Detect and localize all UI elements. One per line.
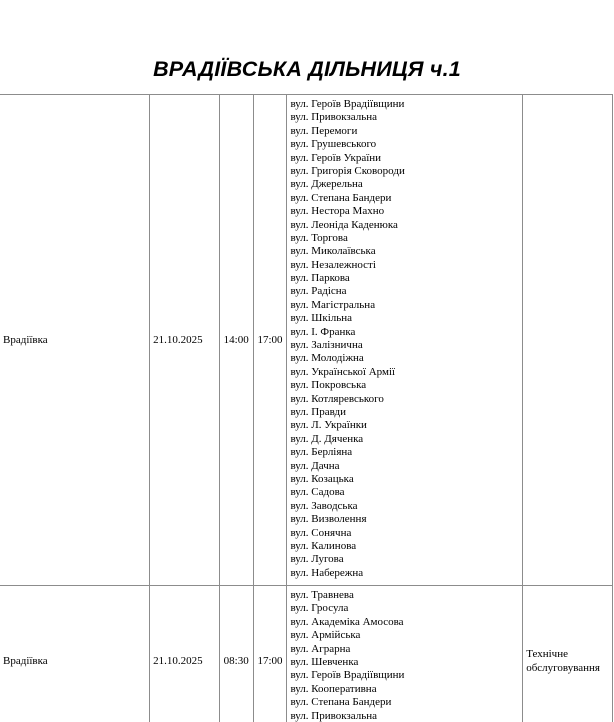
street-item: вул. Залізнична — [290, 339, 363, 352]
street-item: вул. Котляревського — [290, 392, 384, 405]
streets-cell — [287, 586, 523, 722]
street-item: вул. Шевченка — [290, 655, 359, 668]
street-item: вул. Торгова — [290, 231, 348, 244]
reason-line: обслуговування — [526, 661, 600, 674]
start-time-cell: 08:30 — [219, 586, 253, 722]
street-item: вул. Молодіжна — [290, 352, 364, 365]
street-item: вул. Берліяна — [290, 446, 353, 459]
date-cell: 21.10.2025 — [150, 586, 220, 722]
street-item: вул. Магістральна — [290, 298, 376, 311]
street-item: вул. Нестора Махно — [290, 205, 385, 218]
street-item: вул. Покровська — [290, 379, 367, 392]
street-item: вул. Козацька — [290, 472, 354, 485]
street-item: вул. Миколаївська — [290, 245, 376, 258]
street-item: вул. Аграрна — [290, 642, 351, 655]
table-row — [0, 586, 613, 722]
street-item: вул. Джерельна — [290, 178, 363, 191]
street-item: вул. Кооперативна — [290, 682, 377, 695]
start-time-cell: 14:00 — [219, 95, 253, 586]
reason-cell — [523, 95, 613, 586]
street-item: вул. Героїв Врадіївщини — [290, 98, 405, 110]
reason-line: Технічне — [526, 647, 568, 660]
page-title: ВРАДІЇВСЬКА ДІЛЬНИЦЯ ч.1 — [153, 57, 461, 81]
street-item: вул. Української Армії — [290, 365, 396, 378]
street-item: вул. Академіка Амосова — [290, 615, 404, 628]
street-item: вул. Визволення — [290, 513, 367, 526]
street-item: вул. Садова — [290, 486, 345, 499]
street-item: вул. Лугова — [290, 553, 344, 566]
end-time-cell: 17:00 — [253, 95, 287, 586]
location-cell: Врадіївка — [0, 586, 150, 722]
street-item: вул. Л. Українки — [290, 419, 367, 432]
street-item: вул. Шкільна — [290, 312, 353, 325]
street-item: вул. Грушевського — [290, 138, 377, 151]
date-cell: 21.10.2025 — [150, 95, 220, 586]
schedule-table — [0, 94, 613, 722]
street-item: вул. Правди — [290, 405, 346, 418]
street-item: вул. Григорія Сковороди — [290, 164, 405, 177]
street-item: вул. Радісна — [290, 285, 347, 298]
street-item: вул. Сонячна — [290, 526, 352, 539]
street-item: вул. Паркова — [290, 272, 350, 285]
street-item: вул. Привокзальна — [290, 709, 378, 722]
street-item: вул. Дачна — [290, 459, 340, 472]
street-item: вул. Набережна — [290, 566, 364, 579]
reason-cell — [523, 586, 613, 722]
street-item: вул. Д. Дяченка — [290, 432, 364, 445]
street-item: вул. Калинова — [290, 539, 357, 552]
street-item: вул. І. Франка — [290, 325, 356, 338]
streets-cell — [287, 95, 523, 586]
street-item: вул. Привокзальна — [290, 111, 378, 124]
street-item: вул. Героїв Врадіївщини — [290, 669, 405, 682]
street-item: вул. Гросула — [290, 602, 349, 615]
street-item: вул. Леоніда Каденюка — [290, 218, 398, 231]
end-time-cell: 17:00 — [253, 586, 287, 722]
street-item: вул. Армійська — [290, 629, 361, 642]
street-item: вул. Степана Бандери — [290, 696, 392, 709]
location-cell: Врадіївка — [0, 95, 150, 586]
street-item: вул. Перемоги — [290, 124, 358, 137]
table-row — [0, 95, 613, 586]
street-item: вул. Травнева — [290, 589, 354, 601]
street-item: вул. Незалежності — [290, 258, 376, 271]
street-item: вул. Степана Бандери — [290, 191, 392, 204]
street-item: вул. Заводська — [290, 499, 358, 512]
street-item: вул. Героїв України — [290, 151, 382, 164]
